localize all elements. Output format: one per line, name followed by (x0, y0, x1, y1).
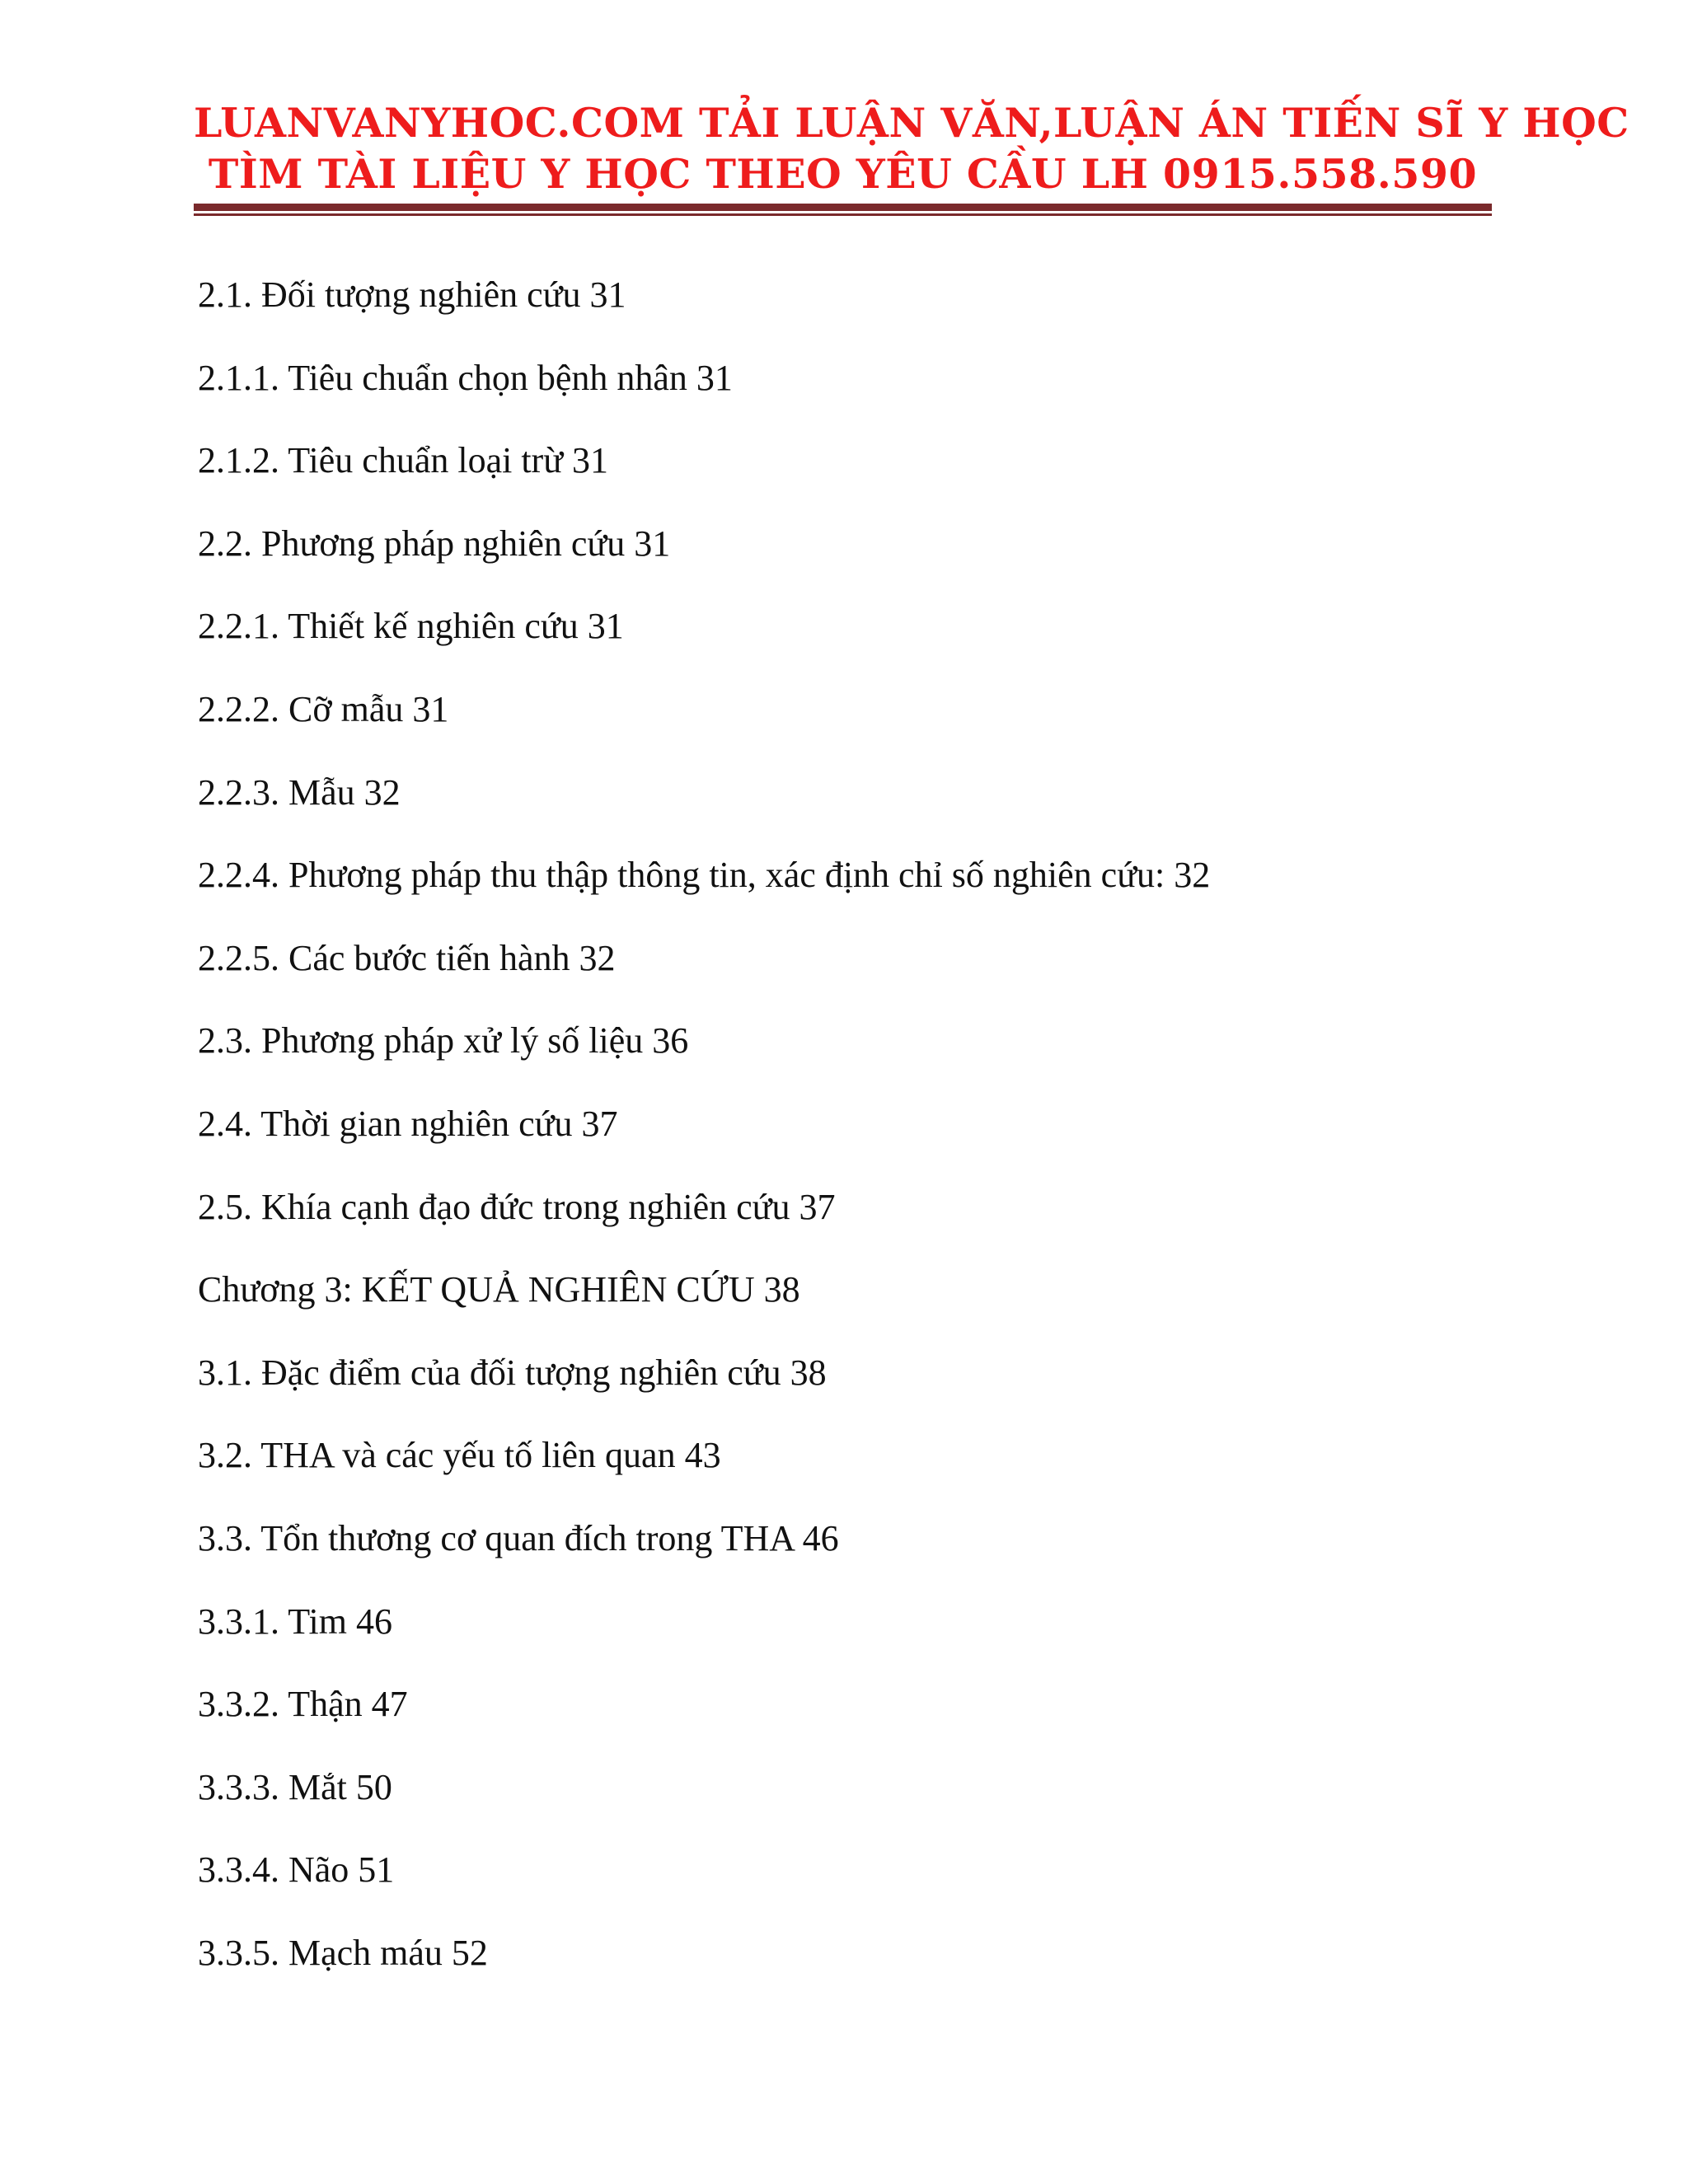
toc-chapter-heading: Chương 3: KẾT QUẢ NGHIÊN CỨU 38 (198, 1269, 800, 1310)
header-rule-thick (194, 204, 1492, 211)
table-of-contents (198, 254, 1210, 1994)
toc-entry: 2.2.5. Các bước tiến hành 32 (198, 937, 616, 978)
toc-entry: 3.3.4. Não 51 (198, 1849, 395, 1891)
toc-entry: 2.2. Phương pháp nghiên cứu 31 (198, 523, 671, 564)
toc-entry: 3.3. Tổn thương cơ quan đích trong THA 46 (198, 1517, 839, 1558)
header-rule-thin (194, 213, 1492, 216)
toc-entry: 3.3.5. Mạch máu 52 (198, 1932, 488, 1973)
toc-entry: 2.1.1. Tiêu chuẩn chọn bệnh nhân 31 (198, 357, 733, 398)
toc-entry: 2.4. Thời gian nghiên cứu 37 (198, 1103, 618, 1144)
toc-entry: 2.3. Phương pháp xử lý số liệu 36 (198, 1020, 689, 1062)
toc-entry: 3.3.1. Tim 46 (198, 1601, 392, 1642)
toc-entry: 2.2.4. Phương pháp thu thập thông tin, xác định chỉ số nghiên cứu: 32 (198, 855, 1211, 896)
page-header (194, 97, 1629, 199)
toc-entry: 2.2.2. Cỡ mẫu 31 (198, 688, 449, 729)
toc-entry: 2.5. Khía cạnh đạo đức trong nghiên cứu 37 (198, 1186, 836, 1227)
toc-entry: 2.2.1. Thiết kế nghiên cứu 31 (198, 606, 624, 647)
toc-entry: 3.2. THA và các yếu tố liên quan 43 (198, 1435, 721, 1476)
toc-entry: 2.1.2. Tiêu chuẩn loại trừ 31 (198, 440, 609, 481)
toc-entry: 2.2.3. Mẫu 32 (198, 771, 401, 813)
header-line-1: LUANVANYHOC.COM TẢI LUẬN VĂN,LUẬN ÁN TIẾN SĨ Y HỌC (194, 99, 1629, 147)
toc-entry: 3.1. Đặc điểm của đối tượng nghiên cứu 38 (198, 1352, 827, 1393)
toc-entry: 3.3.3. Mắt 50 (198, 1766, 392, 1807)
toc-entry: 3.3.2. Thận 47 (198, 1684, 408, 1725)
header-line-2: TÌM TÀI LIỆU Y HỌC THEO YÊU CẦU LH 0915.558.590 (208, 150, 1478, 198)
toc-entry: 2.1. Đối tượng nghiên cứu 31 (198, 274, 626, 315)
